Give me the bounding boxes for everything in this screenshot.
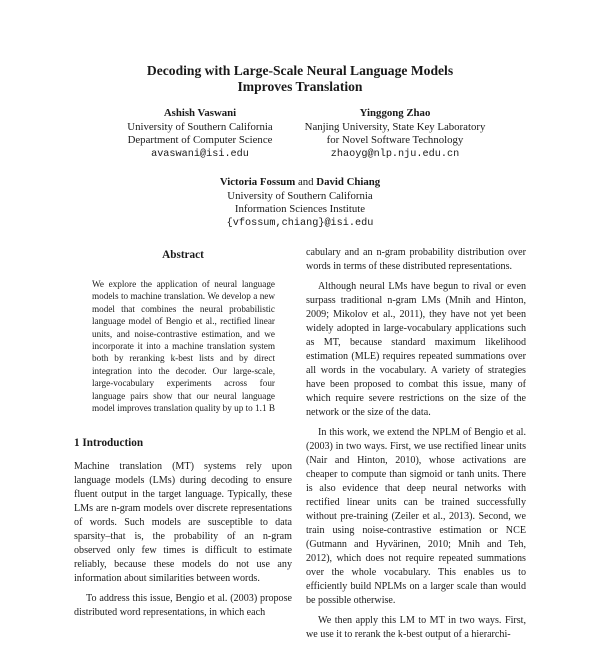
- author-conjunction: and: [297, 176, 314, 188]
- abstract-heading: Abstract: [162, 249, 204, 261]
- author-department: for Novel Software Technology: [326, 134, 464, 147]
- author-department: Information Sciences Institute: [234, 203, 366, 216]
- author-email: zhaoyg@nlp.nju.edu.cn: [330, 148, 460, 160]
- author-department: Department of Computer Science: [127, 134, 273, 147]
- body-paragraph: We then apply this LM to MT in two ways. First, we use it to rerank the k-best output of a hierarchi-: [306, 615, 526, 640]
- author-name: Ashish Vaswani: [163, 107, 237, 119]
- body-paragraph: Although neural LMs have begun to rival or even surpass traditional n-gram LMs (Mnih and Hinton, 2009; Mikolov et al., 2011), they have not yet been widely adopted in large-vocabulary applications such as MT, because standard maximum likelihood estimation (MLE) requires repeated summations over all words in the vocabulary. A variety of strategies have been proposed to combat this issue, many of which require severe restrictions on the size of the network or the size of the data.: [306, 281, 526, 418]
- author-block-3: [150, 176, 450, 230]
- author-email: {vfossum,chiang}@isi.edu: [226, 217, 374, 229]
- author-block-1: [100, 107, 300, 161]
- section-heading-introduction: 1 Introduction: [74, 437, 144, 449]
- author-affiliation: University of Southern California: [127, 120, 273, 133]
- author-email: avaswani@isi.edu: [151, 148, 249, 160]
- author-affiliation: Nanjing University, State Key Laboratory: [304, 120, 486, 133]
- author-block-2: [290, 107, 500, 161]
- author-name: Victoria Fossum: [219, 176, 296, 188]
- body-paragraph: To address this issue, Bengio et al. (2003) propose distributed word representations, in which each: [74, 593, 292, 618]
- abstract-text: We explore the application of neural language models to machine translation. We develop a new model that combines the neural probabilistic language model of Bengio et al., rectified linear units, and noise-contrastive estimation, and we incorporate it into a machine translation system both by reranking k-best lists and by direct integration into the decoder. Our large-scale, large-vocabulary experiments across four language pairs show that our neural language model improves translation quality by up to 1.1 B: [92, 279, 275, 414]
- title-line-2: Improves Translation: [237, 79, 363, 94]
- author-affiliation: University of Southern California: [227, 189, 373, 202]
- author-name: Yinggong Zhao: [359, 107, 431, 119]
- right-column-body: [306, 246, 526, 648]
- body-paragraph: Machine translation (MT) systems rely upon language models (LMs) during decoding to ensure fluent output in the target language. Typically, these LMs are n-gram models over discrete representations of words. Such models are susceptible to data sparsity–that is, the probability of an n-gram observed only few times is difficult to estimate reliably, because these models do not use any information about similarities between words.: [74, 461, 292, 584]
- body-paragraph: cabulary and an n-gram probability distribution over words in terms of these distributed representations.: [306, 247, 526, 272]
- left-column-body: [74, 460, 292, 626]
- title-line-1: Decoding with Large-Scale Neural Language Models: [146, 63, 454, 78]
- author-name: David Chiang: [316, 176, 381, 188]
- body-paragraph: In this work, we extend the NPLM of Bengio et al. (2003) in two ways. First, we use rectified linear units (Nair and Hinton, 2010), whose activations are cheaper to compute than sigmoid or tanh units. There is also evidence that deep neural networks with rectified linear units can be trained successfully without pre-training (Zeiler et al., 2013). Second, we train using noise-contrastive estimation or NCE (Gutmann and Hyvärinen, 2010; Mnih and Teh, 2012), which does not require repeated summations over the whole vocabulary. This enables us to efficiently build NPLMs on a larger scale than would be possible otherwise.: [306, 427, 526, 606]
- paper-title: [0, 63, 600, 95]
